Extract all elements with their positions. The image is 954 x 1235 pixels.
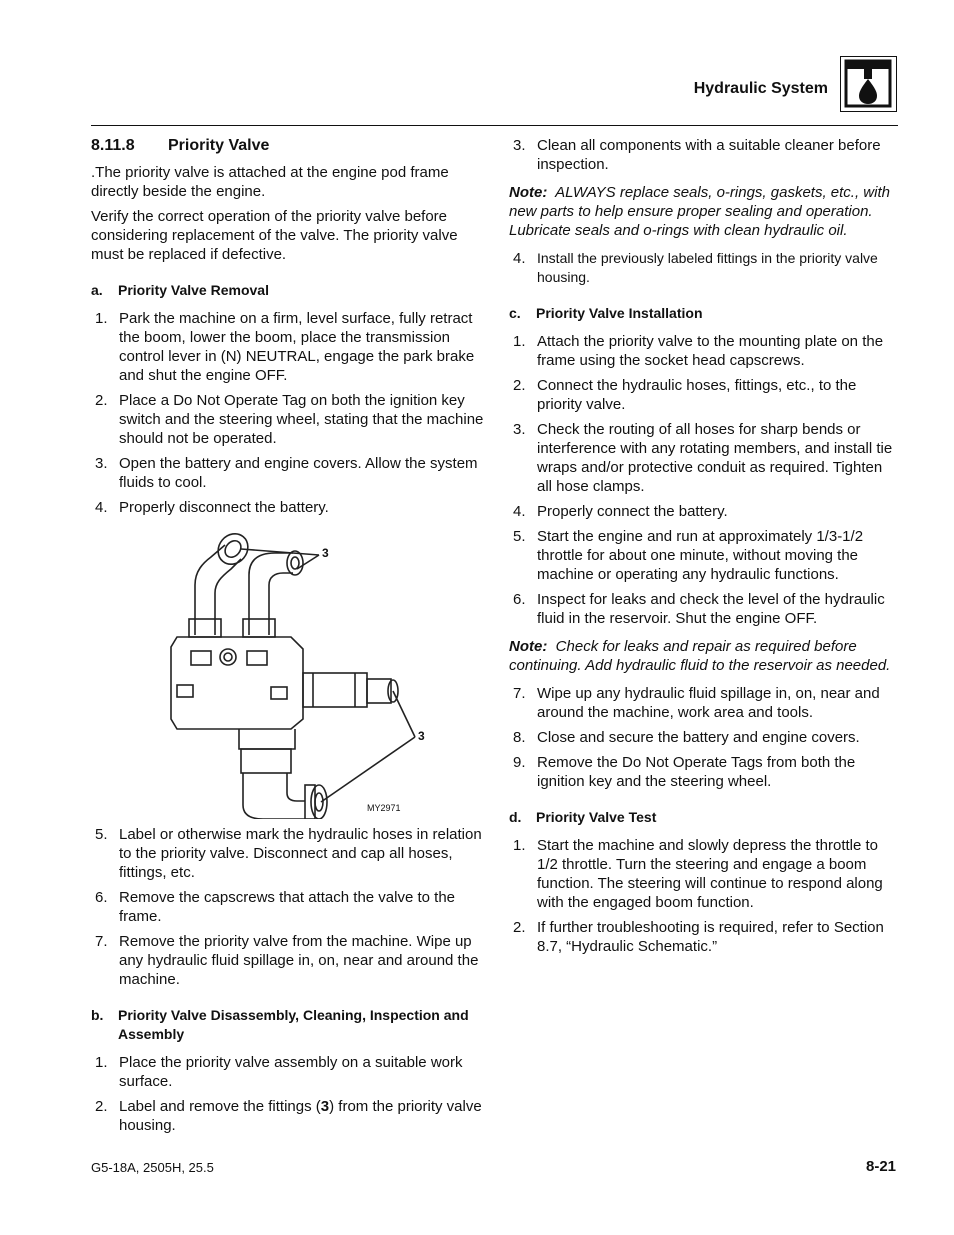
step-number: 2. <box>513 377 526 394</box>
list-item <box>509 376 901 414</box>
step-text: Remove the capscrews that attach the valve to the frame. <box>119 889 456 925</box>
list-item <box>509 590 901 628</box>
list-item <box>509 136 901 174</box>
step-text: Clean all components with a suitable cleaner before inspection. <box>537 137 881 173</box>
note-label: Note: <box>509 638 548 655</box>
step-text: Label or otherwise mark the hydraulic hoses in relation to the priority valve. Disconnect and cap all hoses, fittings, etc. <box>119 826 482 881</box>
step-text: Start the engine and run at approximately 1/3-1/2 throttle for about one minute, without moving the machine or operating any hydraulic functions. <box>537 528 864 583</box>
step-number: 1. <box>95 310 108 327</box>
note-leaks <box>509 637 901 675</box>
figure-id: MY2971 <box>367 803 401 813</box>
step-number: 4. <box>513 503 526 520</box>
note-text: ALWAYS replace seals, o-rings, gaskets, etc., with new parts to help ensure proper sealing and operation. Lubricate seals and o-rings with clean hydraulic oil. <box>509 184 890 239</box>
subsection-title: Priority Valve Installation <box>536 305 703 321</box>
subsection-letter: a. <box>91 282 103 298</box>
list-item <box>509 836 901 912</box>
subsection-heading-installation <box>509 304 901 323</box>
section-title: Priority Valve <box>168 137 270 154</box>
step-number: 4. <box>95 499 108 516</box>
step-number: 6. <box>513 591 526 608</box>
subsection-title: Priority Valve Disassembly, Cleaning, Inspection and Assembly <box>118 1007 469 1042</box>
subsection-heading-test <box>509 808 901 827</box>
section-number: 8.11.8 <box>91 137 135 154</box>
list-item <box>91 825 491 882</box>
figure-callout: 3 <box>322 546 329 560</box>
list-item <box>91 391 491 448</box>
step-number: 3. <box>513 421 526 438</box>
subsection-letter: d. <box>509 809 522 825</box>
list-item <box>509 502 901 521</box>
step-text: Connect the hydraulic hoses, fittings, etc., to the priority valve. <box>537 377 857 413</box>
note-label: Note: <box>509 184 548 201</box>
step-number: 4. <box>513 250 526 267</box>
step-text: Remove the priority valve from the machine. Wipe up any hydraulic fluid spillage in, on, near and around the machine. <box>119 933 479 988</box>
step-text: Inspect for leaks and check the level of the hydraulic fluid in the reservoir. Shut the engine OFF. <box>537 591 885 627</box>
disassembly-steps <box>91 1053 491 1135</box>
subsection-heading-disassembly <box>91 1006 491 1044</box>
page-number: 8-21 <box>866 1158 897 1175</box>
list-item <box>91 932 491 989</box>
disassembly-steps-final <box>509 249 901 287</box>
right-column <box>509 136 901 962</box>
step-number: 3. <box>95 455 108 472</box>
fitting-callout-ref: 3 <box>320 1098 330 1115</box>
step-text: Park the machine on a firm, level surface, fully retract the boom, lower the boom, place the transmission control lever in (N) NEUTRAL, engage the park brake and shut the engine OFF. <box>119 310 475 384</box>
step-text: Wipe up any hydraulic fluid spillage in, on, near and around the machine, work area and tools. <box>537 685 880 721</box>
subsection-letter: c. <box>509 305 521 321</box>
step-number: 7. <box>95 933 108 950</box>
step-text-part: ) from the priority valve housing. <box>119 1098 482 1134</box>
list-item <box>91 1097 491 1135</box>
intro-paragraph: .The priority valve is attached at the engine pod frame directly beside the engine. <box>91 164 449 200</box>
step-text: Attach the priority valve to the mounting plate on the frame using the socket head capscrews. <box>537 333 884 369</box>
step-number: 2. <box>513 919 526 936</box>
left-column <box>91 136 491 1141</box>
step-number: 6. <box>95 889 108 906</box>
step-text: Close and secure the battery and engine covers. <box>537 729 860 746</box>
disassembly-steps-continued <box>509 136 901 174</box>
list-item <box>91 498 491 517</box>
step-text: Properly connect the battery. <box>537 503 728 520</box>
list-item <box>509 420 901 496</box>
installation-steps-continued <box>509 684 901 791</box>
priority-valve-illustration <box>91 523 491 819</box>
step-text: Start the machine and slowly depress the throttle to 1/2 throttle. Turn the steering and engage a boom function. The steering will continue to respond along with the engaged boom function. <box>537 837 883 911</box>
priority-valve-figure <box>91 523 491 819</box>
step-number: 5. <box>513 528 526 545</box>
header-title: Hydraulic System <box>693 80 828 97</box>
list-item <box>509 728 901 747</box>
step-number: 8. <box>513 729 526 746</box>
subsection-letter: b. <box>91 1007 104 1023</box>
subsection-title: Priority Valve Test <box>536 809 657 825</box>
step-text: Install the previously labeled fittings in the priority valve housing. <box>537 250 878 285</box>
figure-callout: 3 <box>418 729 425 743</box>
step-number: 5. <box>95 826 108 843</box>
list-item <box>509 527 901 584</box>
installation-steps <box>509 332 901 628</box>
step-text <box>119 1097 491 1135</box>
step-text: Open the battery and engine covers. Allow the system fluids to cool. <box>119 455 478 491</box>
step-number: 7. <box>513 685 526 702</box>
list-item <box>509 249 901 287</box>
section-heading <box>91 136 491 155</box>
test-steps <box>509 836 901 956</box>
removal-steps <box>91 309 491 517</box>
list-item <box>509 684 901 722</box>
step-text: Remove the Do Not Operate Tags from both the ignition key and the steering wheel. <box>537 754 856 790</box>
list-item <box>509 332 901 370</box>
footer-model-info: G5-18A, 2505H, 25.5 <box>91 1160 214 1175</box>
step-text: Place the priority valve assembly on a suitable work surface. <box>119 1054 463 1090</box>
list-item <box>91 1053 491 1091</box>
note-text: Check for leaks and repair as required before continuing. Add hydraulic fluid to the reservoir as needed. <box>509 638 891 674</box>
step-number: 1. <box>513 837 526 854</box>
removal-steps-continued <box>91 825 491 989</box>
step-number: 3. <box>513 137 526 154</box>
step-text: Check the routing of all hoses for sharp bends or interference with any rotating members, and install tie wraps and/or protective conduit as required. Tighten all hose clamps. <box>537 421 893 495</box>
list-item <box>91 454 491 492</box>
list-item <box>91 888 491 926</box>
intro-paragraph: Verify the correct operation of the priority valve before considering replacement of the valve. The priority valve must be replaced if defective. <box>91 208 458 263</box>
note-seals <box>509 183 901 240</box>
step-number: 2. <box>95 1098 108 1115</box>
list-item <box>91 309 491 385</box>
step-text: Place a Do Not Operate Tag on both the ignition key switch and the steering wheel, stating that the machine should not be operated. <box>119 392 484 447</box>
step-text: If further troubleshooting is required, refer to Section 8.7, “Hydraulic Schematic.” <box>537 919 884 955</box>
subsection-title: Priority Valve Removal <box>118 282 269 298</box>
step-text: Properly disconnect the battery. <box>119 499 329 516</box>
subsection-heading-removal <box>91 281 491 300</box>
step-number: 2. <box>95 392 108 409</box>
step-number: 9. <box>513 754 526 771</box>
step-number: 1. <box>513 333 526 350</box>
header-rule <box>91 125 898 126</box>
list-item <box>509 918 901 956</box>
list-item <box>509 753 901 791</box>
step-number: 1. <box>95 1054 108 1071</box>
hydraulic-oil-can-icon <box>840 56 897 112</box>
step-text-part: Label and remove the fittings ( <box>119 1098 321 1115</box>
